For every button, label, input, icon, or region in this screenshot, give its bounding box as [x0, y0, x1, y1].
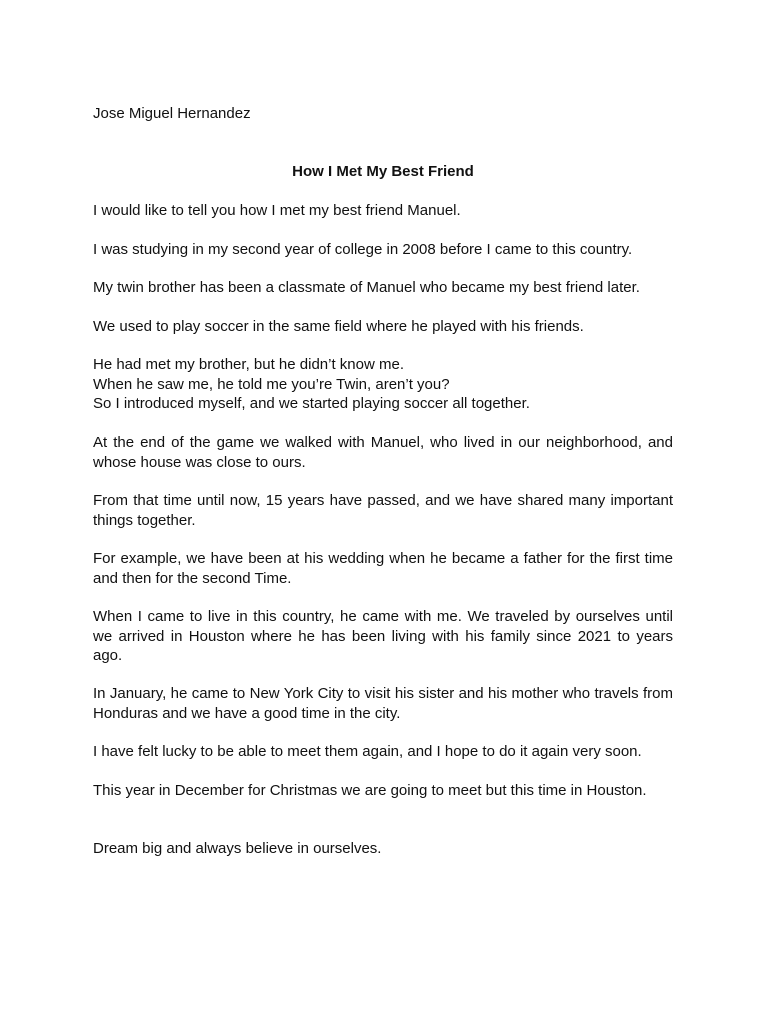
paragraph-meeting-line: When he saw me, he told me you’re Twin, aren’t you? — [93, 375, 450, 393]
document-title: How I Met My Best Friend — [292, 163, 474, 180]
paragraph-intro: I would like to tell you how I met my best friend Manuel. — [93, 202, 461, 219]
paragraph-meeting-line: So I introduced myself, and we started playing soccer all together. — [93, 395, 530, 412]
paragraph-closing: Dream big and always believe in ourselves. — [93, 840, 382, 857]
paragraph-christmas: This year in December for Christmas we are going to meet but this time in Houston. — [93, 782, 647, 799]
paragraph-fifteen-years: From that time until now, 15 years have passed, and we have shared many important things together. — [93, 492, 673, 529]
paragraph-lucky: I have felt lucky to be able to meet them again, and I hope to do it again very soon. — [93, 743, 642, 760]
paragraph-new-york: In January, he came to New York City to visit his sister and his mother who travels from Honduras and we have a good time in the city. — [93, 685, 673, 722]
paragraph-wedding: For example, we have been at his wedding when he became a father for the first time and then for the second Time. — [93, 550, 673, 587]
paragraph-meeting-line: He had met my brother, but he didn’t know me. — [93, 356, 404, 373]
paragraph-houston: When I came to live in this country, he came with me. We traveled by ourselves until we arrived in Houston where he has been living with his family since 2021 to years ago. — [93, 608, 673, 664]
paragraph-meeting — [93, 355, 673, 414]
paragraph-soccer: We used to play soccer in the same field where he played with his friends. — [93, 318, 584, 335]
paragraph-neighborhood: At the end of the game we walked with Manuel, who lived in our neighborhood, and whose house was close to ours. — [93, 434, 673, 471]
author-name: Jose Miguel Hernandez — [93, 105, 251, 122]
paragraph-twin-brother: My twin brother has been a classmate of Manuel who became my best friend later. — [93, 279, 640, 296]
paragraph-college: I was studying in my second year of college in 2008 before I came to this country. — [93, 241, 633, 258]
